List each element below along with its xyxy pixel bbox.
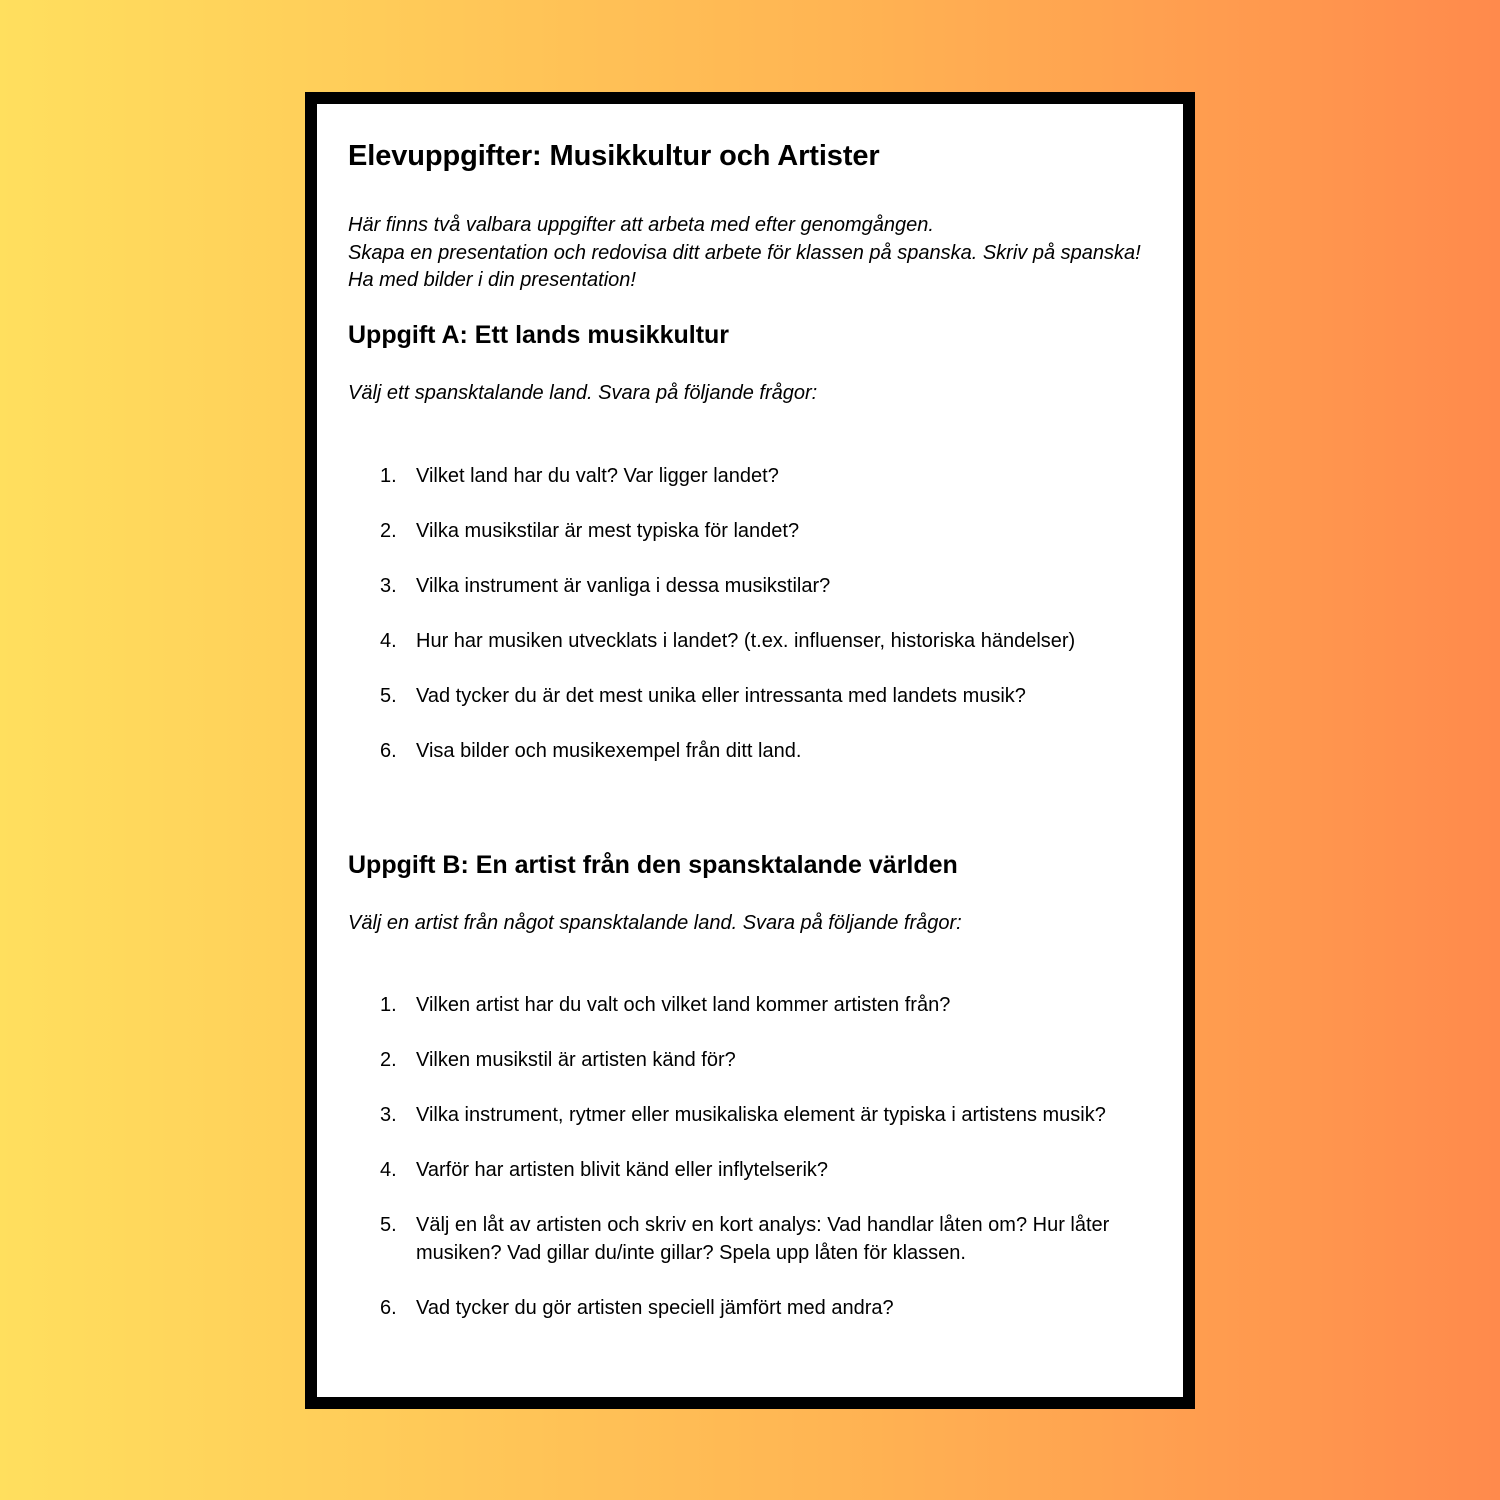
question-text: Visa bilder och musikexempel från ditt land. xyxy=(416,740,802,762)
task-b-questions xyxy=(348,991,1168,1349)
list-item: 6. Vad tycker du gör artisten speciell jämfört med andra? xyxy=(380,1297,894,1319)
task-a-heading: Uppgift A: Ett lands musikkultur xyxy=(348,321,730,349)
document-page xyxy=(305,92,1195,1409)
list-item: 1. Vilken artist har du valt och vilket land kommer artisten från? xyxy=(380,994,951,1016)
list-item: 3. Vilka instrument, rytmer eller musikaliska element är typiska i artistens musik? xyxy=(380,1104,1106,1126)
list-item: 5. Välj en låt av artisten och skriv en kort analys: Vad handlar låten om? Hur låter musiken? Vad gillar du/inte gillar? Spela upp låten för klassen. xyxy=(380,1214,1110,1264)
intro-text xyxy=(348,212,1141,295)
task-a-questions xyxy=(348,462,1168,792)
question-text: Vilken musikstil är artisten känd för? xyxy=(416,1049,736,1071)
document-title: Elevuppgifter: Musikkultur och Artister xyxy=(348,140,880,172)
list-item: 5. Vad tycker du är det mest unika eller intressanta med landets musik? xyxy=(380,685,1026,707)
intro-line: Skapa en presentation och redovisa ditt arbete för klassen på spanska. Skriv på spanska! xyxy=(348,241,1141,264)
intro-line: Ha med bilder i din presentation! xyxy=(348,269,636,291)
list-item: 2. Vilken musikstil är artisten känd för? xyxy=(380,1049,736,1071)
list-item: 1. Vilket land har du valt? Var ligger landet? xyxy=(380,465,779,487)
list-item: 3. Vilka instrument är vanliga i dessa musikstilar? xyxy=(380,575,831,597)
question-text: Vilka instrument är vanliga i dessa musikstilar? xyxy=(416,575,831,597)
list-item: 4. Hur har musiken utvecklats i landet? (t.ex. influenser, historiska händelser) xyxy=(380,630,1076,652)
question-text: Vilka musikstilar är mest typiska för landet? xyxy=(416,520,800,542)
question-text: Vilken artist har du valt och vilket land kommer artisten från? xyxy=(416,994,951,1016)
question-text: Varför har artisten blivit känd eller inflytelserik? xyxy=(416,1159,829,1181)
task-b-instruction: Välj en artist från något spansktalande land. Svara på följande frågor: xyxy=(348,912,962,934)
task-b-heading: Uppgift B: En artist från den spansktalande världen xyxy=(348,851,958,879)
question-text: Vilket land har du valt? Var ligger landet? xyxy=(416,465,779,487)
question-text: Välj en låt av artisten och skriv en kort analys: Vad handlar låten om? Hur låter musiken? Vad gillar du/inte gillar? Spela upp låten för klassen. xyxy=(416,1214,1110,1264)
task-a-instruction: Välj ett spansktalande land. Svara på följande frågor: xyxy=(348,382,818,404)
list-item: 2. Vilka musikstilar är mest typiska för landet? xyxy=(380,520,800,542)
question-text: Vad tycker du är det mest unika eller intressanta med landets musik? xyxy=(416,685,1026,707)
list-item: 4. Varför har artisten blivit känd eller inflytelserik? xyxy=(380,1159,829,1181)
list-item: 6. Visa bilder och musikexempel från ditt land. xyxy=(380,740,802,762)
question-text: Vilka instrument, rytmer eller musikaliska element är typiska i artistens musik? xyxy=(416,1104,1106,1126)
question-text: Vad tycker du gör artisten speciell jämfört med andra? xyxy=(416,1297,894,1319)
question-text: Hur har musiken utvecklats i landet? (t.ex. influenser, historiska händelser) xyxy=(416,630,1076,652)
intro-line: Här finns två valbara uppgifter att arbeta med efter genomgången. xyxy=(348,214,934,236)
